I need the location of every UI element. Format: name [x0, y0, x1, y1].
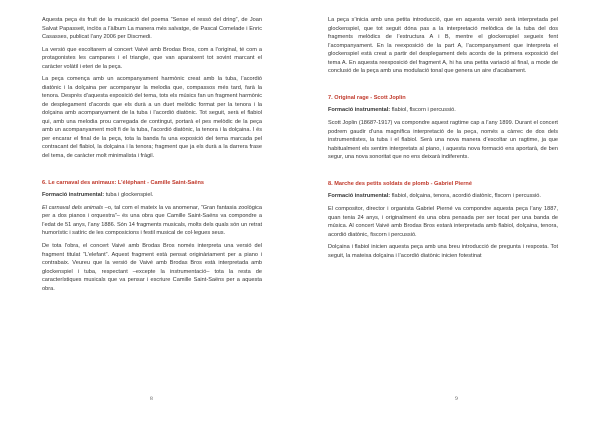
paragraph	[42, 204, 262, 238]
paragraph-text: Dolçaina i flabiol inicien aquesta peça amb una breu introducció de pregunta i resposta. Tot seguit, la mateixa dolçaina i l’acordió diatònic inicien fotestinat	[328, 244, 558, 259]
spacer	[42, 165, 262, 179]
formation-label: Formació instrumental:	[328, 107, 391, 114]
section-heading-6: 6. Le carnaval des animaux: L’éléphant - Camille Saint-Saëns	[42, 179, 204, 186]
paragraph	[42, 75, 262, 160]
formation-label: Formació instrumental:	[328, 193, 391, 200]
paragraph	[42, 242, 262, 293]
left-text-column	[42, 16, 262, 297]
right-page	[300, 0, 600, 424]
spacer	[328, 166, 558, 180]
work-title: El carnaval dels animals	[42, 204, 104, 211]
paragraph-text: La peça s’inicia amb una petita introducció, que en aquesta versió serà interpretada pel glockenspiel, que tot seguit dóna pas a la interpretació melòdica de la tuba del dos fragments melòdics de l’estructura A i B, mentre el glockenspiel segueix fent l’acompanyament. En la reexposició de la part A, l’acompanyament que interpreta el glockenspiel està creat a partir del desplegament dels acords de la primera exposició del tema A. En aquesta reexposició del fragment A, hi ha una petita variació al final, a mode de conclusió de la peça amb una modulació tonal que genera un aire d’acabament.	[328, 17, 558, 74]
spacer	[328, 80, 558, 94]
section-heading-8: 8. Marche des petits soldats de plomb - Gabriel Pierné	[328, 180, 472, 187]
paragraph	[328, 243, 558, 260]
paragraph	[42, 46, 262, 72]
paragraph	[328, 119, 558, 162]
paragraph-text: Aquesta peça és fruit de la musicació del poema “Sense el ressó del dring”, de Joan Salvat Papasseit, inclòs a l’àlbum La manera més salvatge, de Pascal Comelade i Enric Casasses, publicat l’any 2006 per Discmedi.	[42, 17, 262, 40]
paragraph-text: Scott Joplin (1868?-1917) va compondre aquest ragtime cap a l’any 1899. Durant el concert podrem gaudir d’una magnífica interpretació de la peça, només a càrrec de dos dels instrumentistes, la tuba i el flabiol. Serà una nova manera d’escoltar un ragtime, ja que habitualment els sentim interpretats al piano, i aquesta nova formació ens aportarà, de ben segur, una nova sonoritat que no ens deixarà indiferents.	[328, 120, 558, 161]
paragraph	[328, 16, 558, 76]
formation-value: tuba i glockenspiel.	[104, 192, 154, 199]
paragraph-text: La peça comença amb un acompanyament harmònic creat amb la tuba, l’acordió diatònic i la dolçaina per acompanyar la melodia que, compassos més tard, farà la tenora. Després d’aquesta exposició del tema, tots els músics fan un fragment harmònic de desplegament d’acords que els durà a un duet melòdic format per la tenora i la dolçaina amb acompanyament de la tuba i l’acordió diatònic. Tot seguit, serà el flabiol qui, amb una melodia prou carregada de contingut, portarà el pes melòdic de la peça amb un acompanyament molt fi de la tuba, l’acordió diatònic, la tenora i la dolçaina. I és per encarar el final de la peça, tota la banda fa una exposició del tema marcada pel contracant del flabiol, la dolçaina i la tenora; fragment que ja els durà a la darrera frase del tema, de caràcter molt minimalista i fràgil.	[42, 76, 262, 159]
page-number: 8	[150, 396, 153, 402]
formation-value: flabiol, flscorn i percussió.	[390, 107, 456, 114]
paragraph-text: –o, tal com el mateix la va anomenar, “Gran fantasia zoològica per a dos pianos i orquestra”– és una obra que Camille Saint-Saëns va compondre a l’edat de 51 anys, l’any 1886. Són 14 fragments musicals, molts dels quals són un retrat humorístic i satíric de les composicions i festil musical de col·legues seus.	[42, 204, 262, 237]
page-number: 9	[455, 396, 458, 402]
formation-line	[328, 192, 558, 201]
section-heading-7: 7. Original rage - Scott Joplin	[328, 94, 406, 101]
formation-label: Formació instrumental:	[42, 192, 105, 199]
formation-value: flabiol, dolçaina, tenora, acordió diatònic, flscorn i percussió.	[390, 193, 541, 200]
formation-line	[42, 191, 262, 200]
paragraph-text: La versió que escoltarem al concert Vaivé amb Brodas Bros, com a l’original, té com a protagonistes les campanes i el triangle, que van aparaixent tot sovint marcant el caràcter volàtil i eteri de la peça.	[42, 46, 262, 70]
right-text-column	[328, 16, 558, 265]
formation-line	[328, 106, 558, 115]
paragraph	[328, 205, 558, 239]
paragraph-text: El compositor, director i organista Gabriel Pierné va compondre aquesta peça l’any 1887, quan tenia 24 anys, i originalment és una obra pensada per ser tocat per una banda de música. Al concert Vaivé amb Brodas Bros estarà interpretada amb flabiol, dolçaina, tenora, acordió diatònic, fiscorn i percussió.	[328, 206, 558, 238]
paragraph-text: De tota l’obra, el concert Vaivé amb Brodas Bros només interpreta una versió del fragment titulat “L’elefant”. Aquest fragment està pensat originàriament per a piano i contrabaix. Veureu que la versió de Vaivé amb Brodas Bros està interpretada amb glockenspiel i tuba, respectant –excepte la instrumentació– tota la resta de característiques musicals que va pensar i escriure Camille Saint-Saëns per a aquesta obra.	[42, 243, 262, 292]
paragraph	[42, 16, 262, 42]
